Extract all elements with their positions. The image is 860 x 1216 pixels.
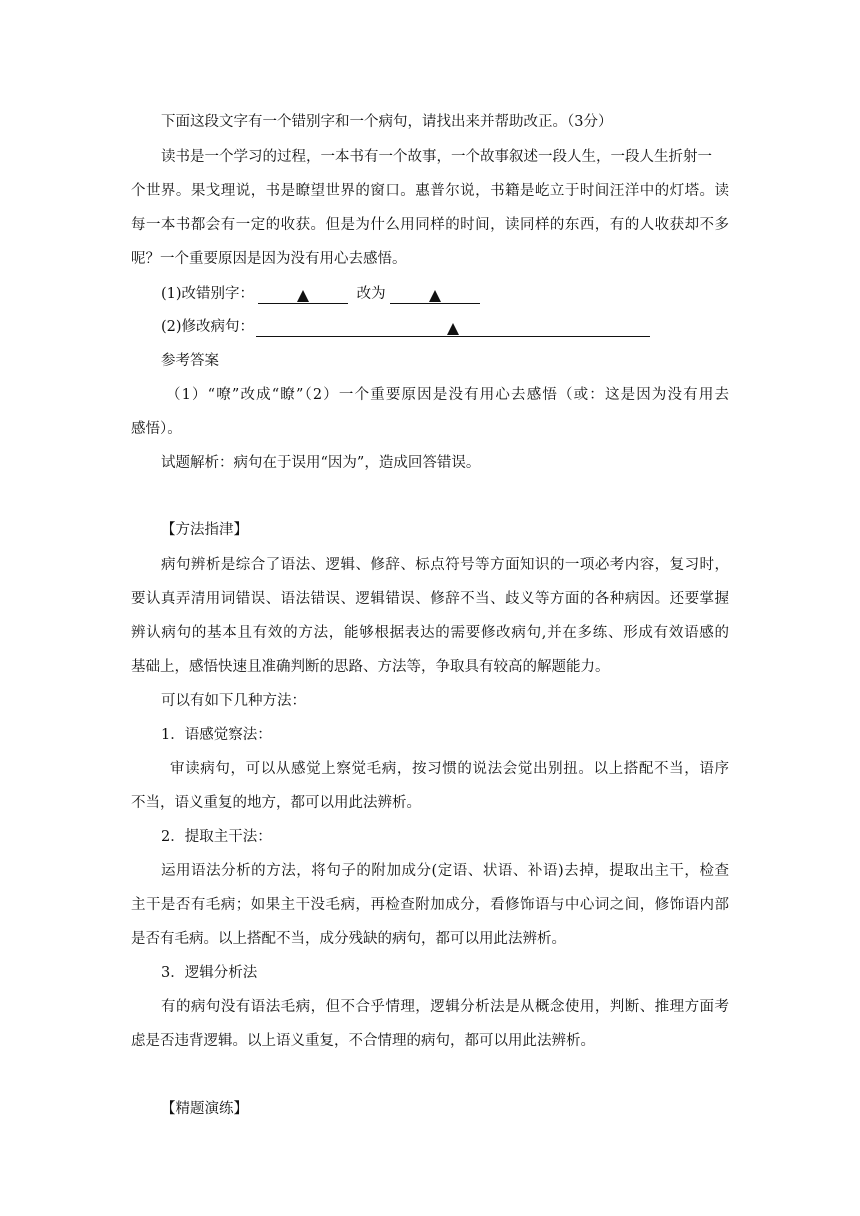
method2-body-line: 运用语法分析的方法，将句子的附加成分(定语、状语、补语)去掉，提取出主干，检查 — [161, 863, 729, 879]
methods-lead: 可以有如下几种方法： — [161, 693, 306, 709]
method2-title: 2．提取主干法： — [161, 829, 272, 845]
answer-line: 感悟）。 — [131, 421, 182, 437]
method-intro-line: 要认真弄清用词错误、语法错误、逻辑错误、修辞不当、歧义等方面的各种病因。还要掌握 — [131, 591, 729, 607]
method3-title: 3．逻辑分析法 — [161, 965, 258, 981]
method1-body-line: 不当，语义重复的地方，都可以用此法辨析。 — [131, 795, 421, 811]
method2-body-line: 是否有毛病。以上搭配不当，成分残缺的病句，都可以用此法辨析。 — [131, 931, 566, 947]
method3-body-line: 有的病句没有语法毛病，但不合乎情理，逻辑分析法是从概念使用，判断、推理方面考 — [161, 999, 729, 1015]
passage-line: 个世界。果戈理说，书是瞭望世界的窗口。惠普尔说，书籍是屹立于时间汪洋中的灯塔。读 — [131, 183, 729, 199]
passage-line: 读书是一个学习的过程，一本书有一个故事，一个故事叙述一段人生，一段人生折射一 — [161, 149, 712, 165]
triangle-marker-icon — [447, 323, 459, 335]
passage-line: 呢？一个重要原因是因为没有用心去感悟。 — [131, 251, 407, 267]
method-intro-line: 辨认病句的基本且有效的方法，能够根据表达的需要修改病句,并在多练、形成有效语感的 — [131, 625, 729, 641]
method2-body-line: 主干是否有毛病；如果主干没毛病，再检查附加成分，看修饰语与中心词之间，修饰语内部 — [131, 897, 729, 913]
answer-blank-2[interactable] — [390, 286, 480, 304]
item1-change-to: 改为 — [356, 286, 386, 302]
passage-line: 每一本书都会有一定的收获。但是为什么用同样的时间，读同样的东西，有的人收获却不多 — [131, 217, 729, 233]
item1-label: (1)改错别字： — [161, 286, 255, 302]
triangle-marker-icon — [429, 290, 441, 302]
practice-heading: 【精题演练】 — [161, 1101, 248, 1117]
answer-blank-1[interactable] — [258, 286, 348, 304]
method-heading: 【方法指津】 — [161, 522, 248, 538]
question-prompt: 下面这段文字有一个错别字和一个病句，请找出来并帮助改正。（3分） — [161, 114, 613, 130]
item2-row — [161, 317, 654, 337]
method3-body-line: 虑是否违背逻辑。以上语义重复，不合情理的病句，都可以用此法辨析。 — [131, 1033, 595, 1049]
answer-heading: 参考答案 — [161, 353, 219, 369]
item2-label: (2)修改病句： — [161, 319, 255, 335]
answer-blank-3[interactable] — [256, 319, 650, 337]
analysis-text: 试题解析：病句在于误用“因为”，造成回答错误。 — [161, 455, 481, 471]
method-intro-line: 病句辨析是综合了语法、逻辑、修辞、标点符号等方面知识的一项必考内容，复习时， — [161, 557, 729, 573]
item1-row — [161, 284, 484, 304]
method-intro-line: 基础上，感悟快速且准确判断的思路、方法等，争取具有较高的解题能力。 — [131, 659, 610, 675]
method1-title: 1．语感觉察法： — [161, 727, 272, 743]
method1-body-line: 审读病句，可以从感觉上察觉毛病，按习惯的说法会觉出别扭。以上搭配不当，语序 — [170, 761, 729, 777]
answer-line: （1）“嘹”改成“瞭”（2）一个重要原因是没有用心去感悟（或：这是因为没有用去 — [166, 387, 729, 403]
triangle-marker-icon — [297, 290, 309, 302]
